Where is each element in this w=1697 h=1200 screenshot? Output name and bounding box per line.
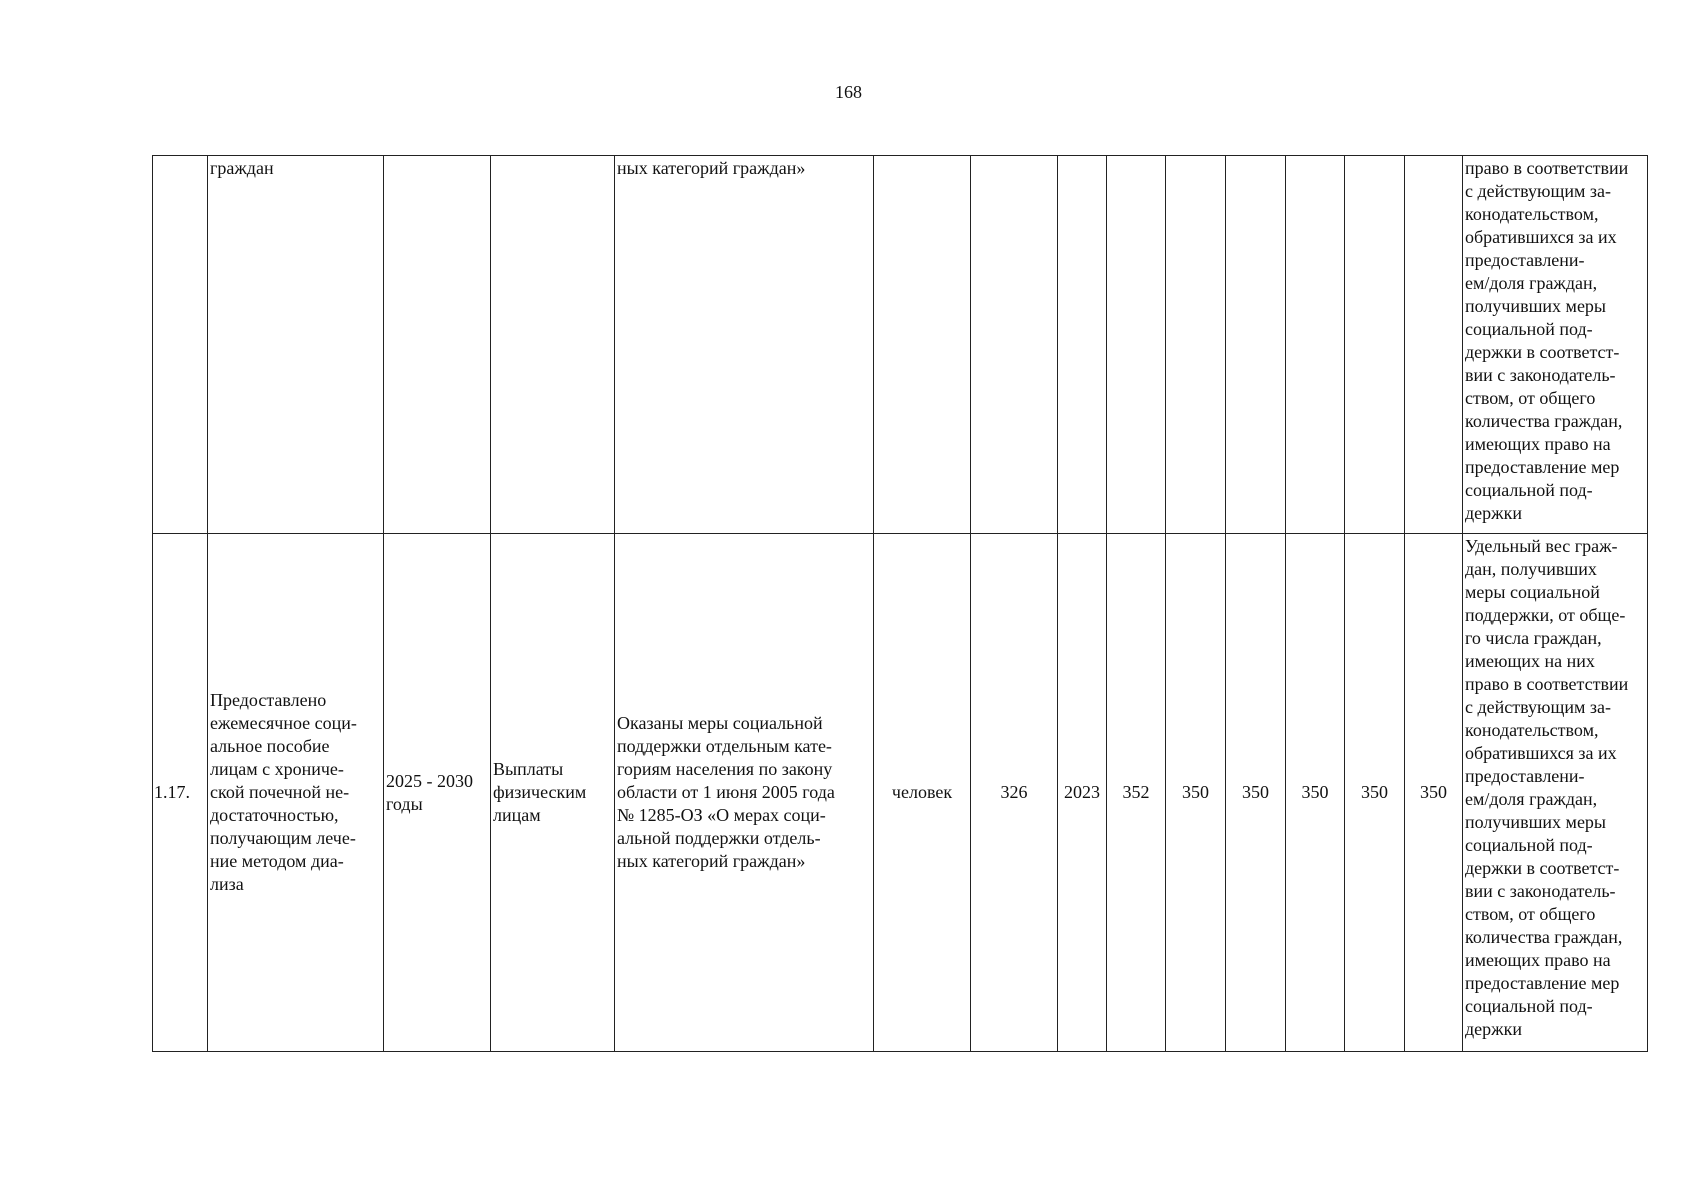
cell-period: 2025 - 2030 годы	[384, 534, 491, 1052]
cell-unit	[874, 156, 971, 534]
cell-unit: человек	[874, 534, 971, 1052]
table-row	[153, 534, 1648, 1052]
cell-base-value	[971, 156, 1058, 534]
cell-period	[384, 156, 491, 534]
program-measures-table	[152, 155, 1648, 1052]
cell-indicator: право в соответствии с действующим за- конодательством, обратившихся за их предоставлени- ем/доля граждан, получивших меры социальной под- держки в соответст- вии с законодатель- ством, от общего количества граждан, имеющих право на предоставление мер социальной под- держки	[1463, 156, 1648, 534]
cell-expense-type	[491, 156, 615, 534]
cell-result: граждан	[208, 156, 384, 534]
cell-year-value: 350	[1226, 534, 1286, 1052]
cell-basis: Оказаны меры социальной поддержки отдельным кате- гориям населения по закону области от 1 июня 2005 года № 1285-ОЗ «О мерах соци- альной поддержки отдель- ных категорий граждан»	[615, 534, 874, 1052]
cell-year-value: 350	[1345, 534, 1405, 1052]
cell-year-value: 350	[1405, 534, 1463, 1052]
cell-year-value	[1166, 156, 1226, 534]
cell-indicator: Удельный вес граж- дан, получивших меры социальной поддержки, от обще- го числа граждан, имеющих на них право в соответствии с действующим за- конодательством, обратившихся за их предоставлени- ем/доля граждан, получивших меры социальной под- держки в соответст- вии с законодатель- ством, от общего количества граждан, имеющих право на предоставление мер социальной под- держки	[1463, 534, 1648, 1052]
cell-year-value	[1107, 156, 1166, 534]
page-number: 168	[835, 82, 862, 102]
cell-year-value: 350	[1166, 534, 1226, 1052]
cell-index: 1.17.	[153, 534, 208, 1052]
cell-result: Предоставлено ежемесячное соци- альное пособие лицам с хрониче- ской почечной не- достаточностью, получающим лече- ние методом диа- лиза	[208, 534, 384, 1052]
cell-base-year: 2023	[1058, 534, 1107, 1052]
cell-year-value	[1405, 156, 1463, 534]
cell-base-value: 326	[971, 534, 1058, 1052]
cell-year-value	[1345, 156, 1405, 534]
cell-year-value: 350	[1286, 534, 1345, 1052]
cell-basis: ных категорий граждан»	[615, 156, 874, 534]
cell-year-value	[1286, 156, 1345, 534]
table-row	[153, 156, 1648, 534]
cell-expense-type: Выплаты физическим лицам	[491, 534, 615, 1052]
cell-base-year	[1058, 156, 1107, 534]
cell-year-value	[1226, 156, 1286, 534]
cell-index	[153, 156, 208, 534]
cell-year-value: 352	[1107, 534, 1166, 1052]
